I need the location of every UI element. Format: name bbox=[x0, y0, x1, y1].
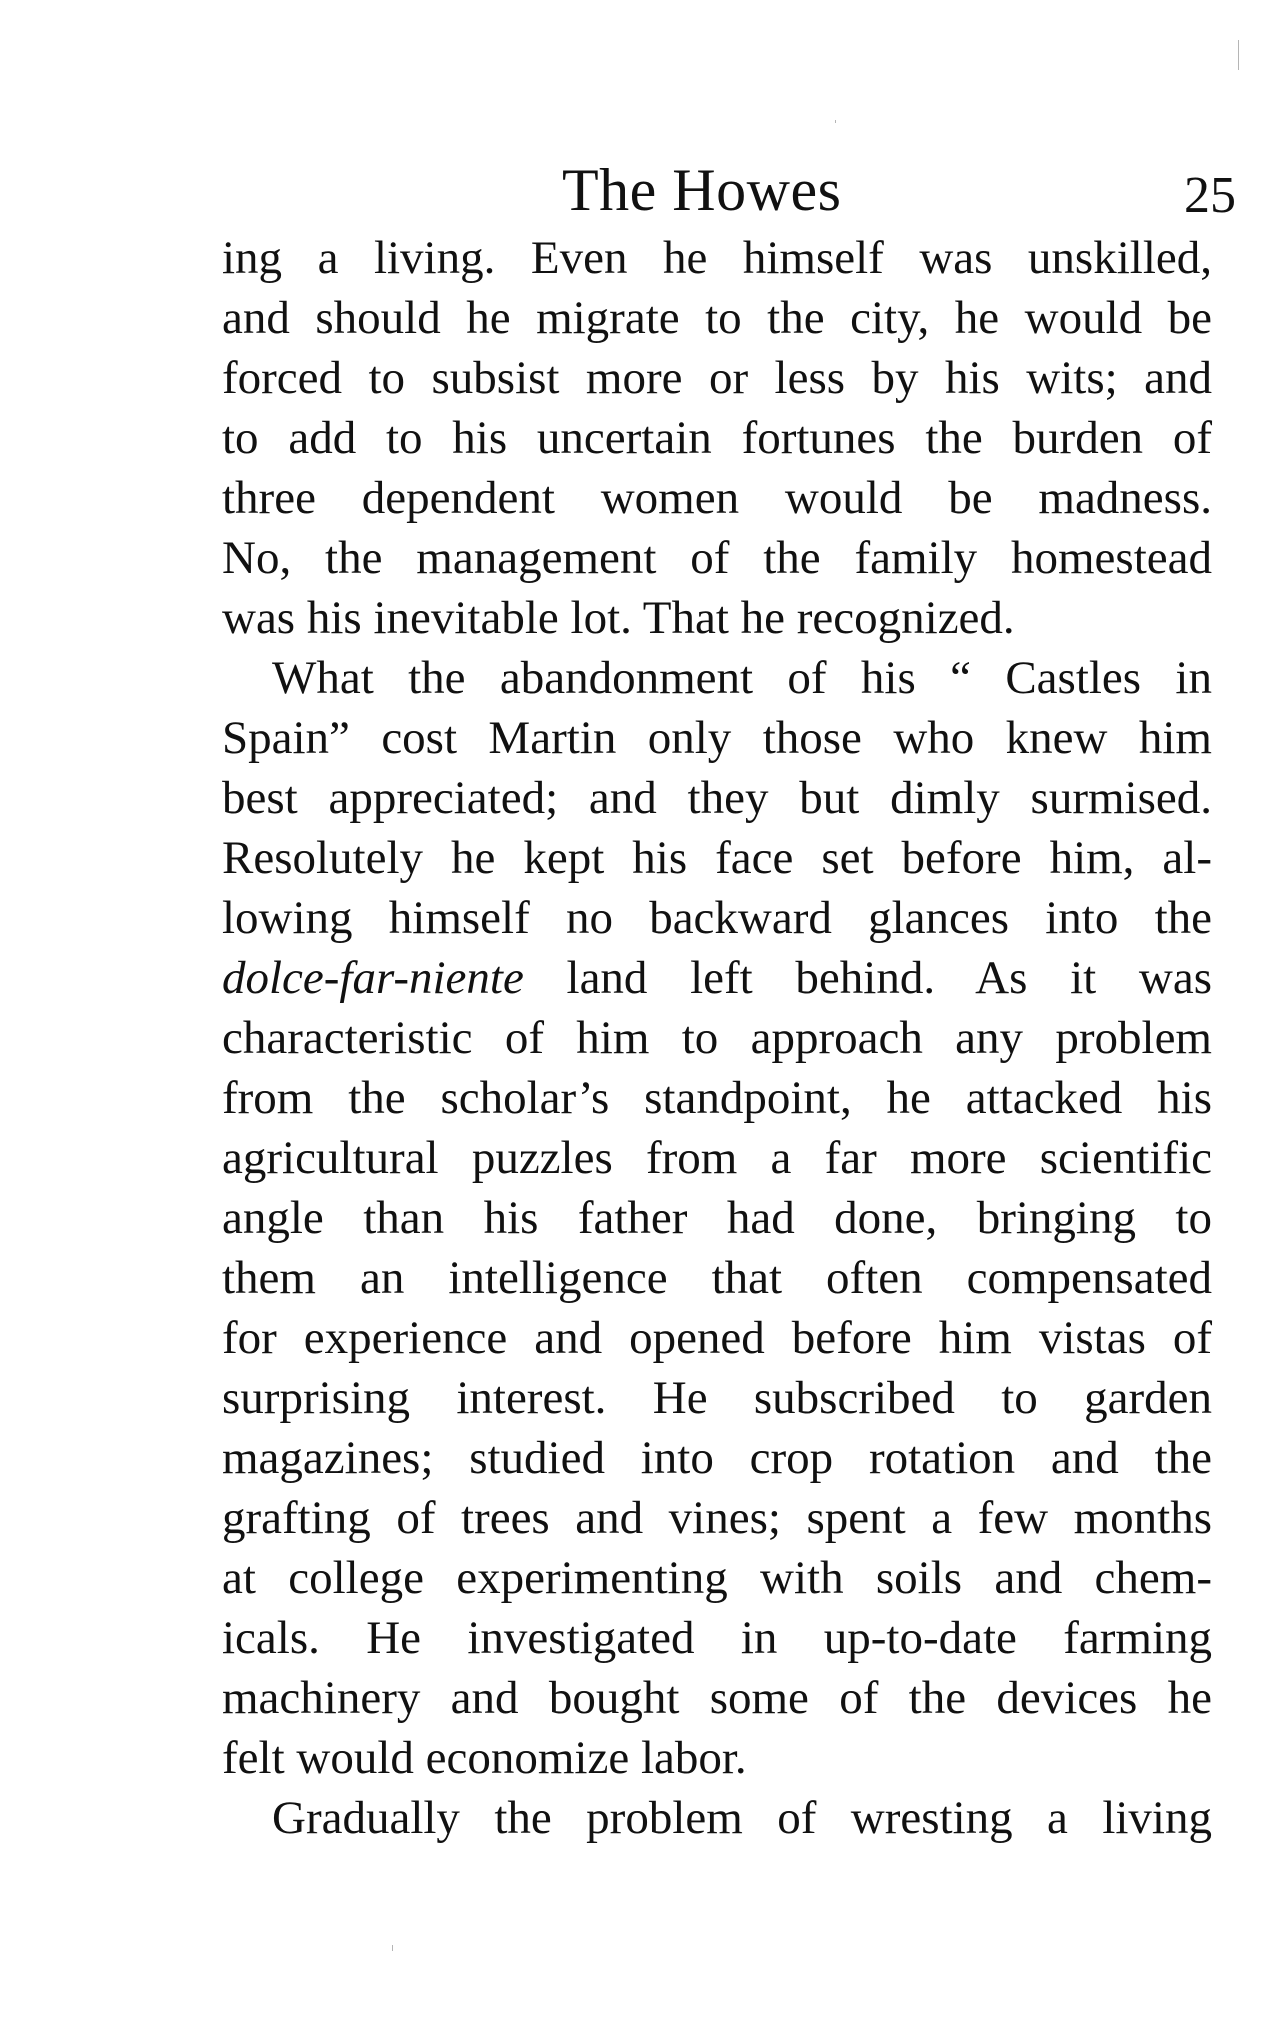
scan-speck bbox=[835, 120, 836, 123]
text-line: forced to subsist more or less by his wits; and bbox=[222, 352, 1212, 404]
page-number: 25 bbox=[1184, 167, 1236, 224]
text-line: Gradually the problem of wresting a living bbox=[272, 1792, 1212, 1844]
scan-speck bbox=[392, 1945, 393, 1951]
text-line: Resolutely he kept his face set before him, al- bbox=[222, 832, 1212, 884]
text-line: them an intelligence that often compensated bbox=[222, 1252, 1212, 1304]
text-line: characteristic of him to approach any problem bbox=[222, 1012, 1212, 1064]
italic-phrase: dolce-far-niente bbox=[222, 952, 524, 1004]
running-head bbox=[222, 155, 1236, 225]
text-line: surprising interest. He subscribed to garden bbox=[222, 1372, 1212, 1424]
text-line: from the scholar’s standpoint, he attacked his bbox=[222, 1072, 1212, 1124]
text-line: and should he migrate to the city, he would be bbox=[222, 292, 1212, 344]
text-line: What the abandonment of his “ Castles in bbox=[272, 652, 1212, 704]
text-line: Spain” cost Martin only those who knew him bbox=[222, 712, 1212, 764]
text-line: to add to his uncertain fortunes the burden of bbox=[222, 412, 1212, 464]
text-line: ing a living. Even he himself was unskilled, bbox=[222, 232, 1212, 284]
text-line: lowing himself no backward glances into the bbox=[222, 892, 1212, 944]
text-line: agricultural puzzles from a far more scientific bbox=[222, 1132, 1212, 1184]
text-line: icals. He investigated in up-to-date farming bbox=[222, 1612, 1212, 1664]
text-line: grafting of trees and vines; spent a few months bbox=[222, 1492, 1212, 1544]
text-line: magazines; studied into crop rotation and the bbox=[222, 1432, 1212, 1484]
running-title: The Howes bbox=[562, 157, 842, 223]
text-line bbox=[222, 948, 1212, 1008]
text-line: was his inevitable lot. That he recognized. bbox=[222, 592, 1015, 644]
text-line: at college experimenting with soils and chem- bbox=[222, 1552, 1212, 1604]
text-line-rest: land left behind. As it was bbox=[566, 952, 1212, 1004]
text-line: three dependent women would be madness. bbox=[222, 472, 1212, 524]
text-line: No, the management of the family homestead bbox=[222, 532, 1212, 584]
body-text bbox=[222, 228, 1212, 1848]
text-line: best appreciated; and they but dimly surmised. bbox=[222, 772, 1212, 824]
text-line: angle than his father had done, bringing to bbox=[222, 1192, 1212, 1244]
text-line: for experience and opened before him vistas of bbox=[222, 1312, 1212, 1364]
text-line: machinery and bought some of the devices he bbox=[222, 1672, 1212, 1724]
text-line: felt would economize labor. bbox=[222, 1732, 747, 1784]
scan-speck bbox=[1238, 40, 1239, 70]
